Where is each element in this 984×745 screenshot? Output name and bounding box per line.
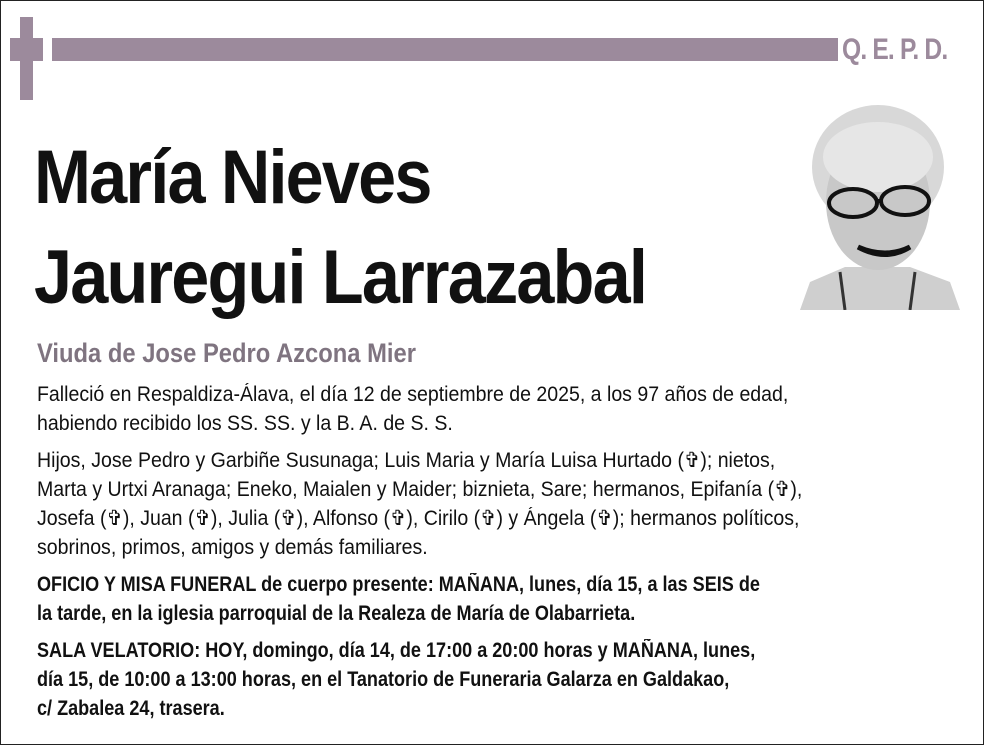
text-line: sobrinos, primos, amigos y demás familiares.: [37, 536, 428, 559]
widow-of-subtitle: Viuda de Jose Pedro Azcona Mier: [37, 338, 416, 368]
wake-paragraph: [37, 636, 878, 723]
name-line-1: María Nieves: [34, 135, 431, 220]
death-paragraph: [37, 380, 878, 438]
text-line: la tarde, en la iglesia parroquial de la Realeza de María de Olabarrieta.: [37, 602, 636, 625]
header-bar: [52, 38, 838, 61]
cross-icon-arm: [10, 38, 43, 61]
text-line: habiendo recibido los SS. SS. y la B. A. de S. S.: [37, 412, 453, 435]
name-line-2: Jauregui Larrazabal: [34, 235, 647, 320]
text-line: día 15, de 10:00 a 13:00 horas, en el Tanatorio de Funeraria Galarza en Galdakao,: [37, 668, 730, 691]
deceased-name: [34, 128, 646, 328]
qepd-label: Q. E. P. D.: [842, 33, 948, 66]
obituary-body: [37, 380, 878, 731]
family-paragraph: [37, 446, 878, 562]
text-line: c/ Zabalea 24, trasera.: [37, 697, 225, 720]
text-line: Marta y Urtxi Aranaga; Eneko, Maialen y Maider; biznieta, Sare; hermanos, Epifanía (✞),: [37, 478, 803, 501]
text-line: Hijos, Jose Pedro y Garbiñe Susunaga; Luis Maria y María Luisa Hurtado (✞); nietos,: [37, 449, 776, 472]
text-line: Falleció en Respaldiza-Álava, el día 12 de septiembre de 2025, a los 97 años de edad,: [37, 383, 789, 406]
text-line: Josefa (✞), Juan (✞), Julia (✞), Alfonso (✞), Cirilo (✞) y Ángela (✞); hermanos políticos,: [37, 507, 800, 530]
text-line: OFICIO Y MISA FUNERAL de cuerpo presente: MAÑANA, lunes, día 15, a las SEIS de: [37, 573, 760, 596]
funeral-paragraph: [37, 570, 878, 628]
text-line: SALA VELATORIO: HOY, domingo, día 14, de 17:00 a 20:00 horas y MAÑANA, lunes,: [37, 639, 756, 662]
portrait-photo: [790, 97, 966, 310]
